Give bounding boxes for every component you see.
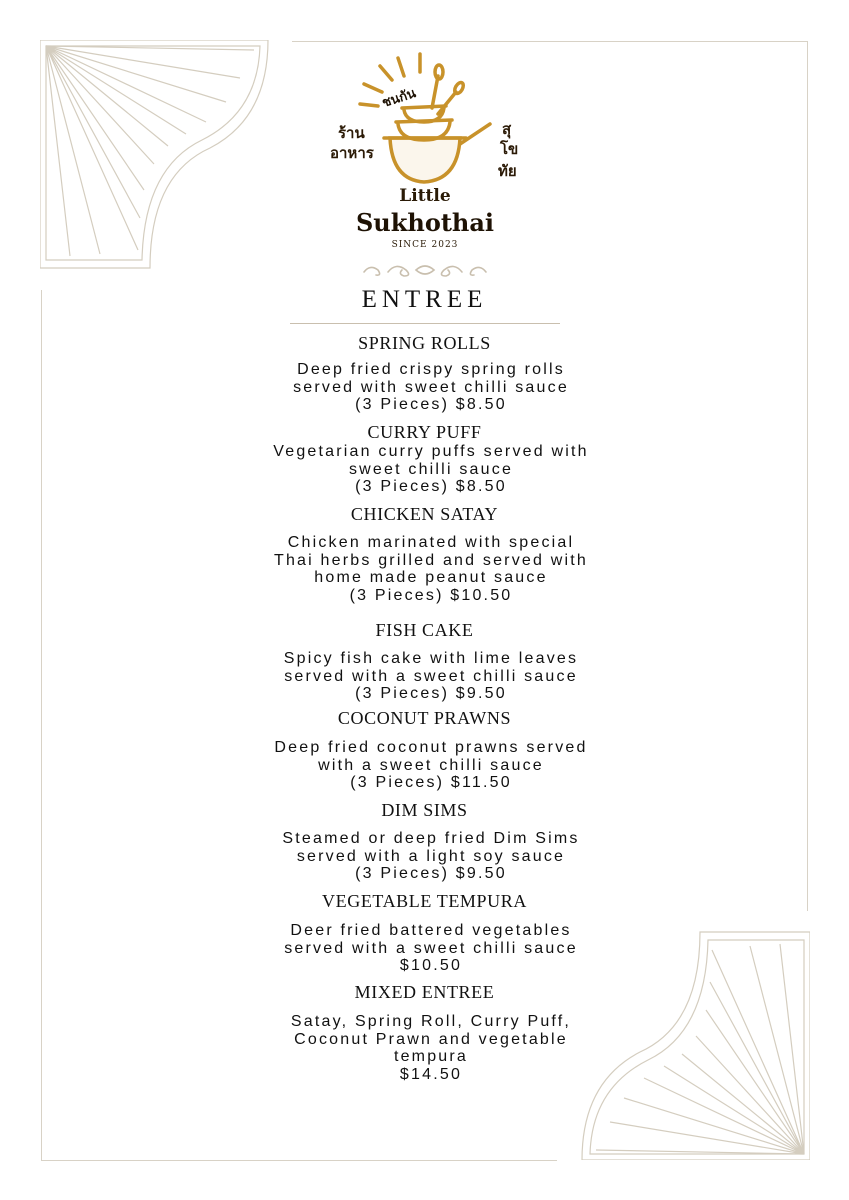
menu-item-name: FISH CAKE <box>375 620 474 640</box>
logo-thai-right-line-1: สุ <box>502 120 512 138</box>
menu-item-name: CHICKEN SATAY <box>350 504 499 524</box>
logo-main-text: Sukhothai <box>355 208 495 237</box>
menu-item-description: Spicy fish cake with lime leaves served with a sweet chilli sauce (3 Pieces) $9.50 <box>283 650 579 702</box>
menu-item-description: Deep fried crispy spring rolls served with sweet chilli sauce (3 Pieces) $8.50 <box>293 361 569 413</box>
logo-small-text: Little <box>399 186 451 206</box>
logo-thai-left-line-1: ร้าน <box>338 124 365 142</box>
menu-item-name: VEGETABLE TEMPURA <box>322 891 527 911</box>
section-divider <box>290 323 560 324</box>
logo-since-text: SINCE 2023 <box>391 240 459 250</box>
frame-bottom-line <box>41 1160 557 1161</box>
corner-fan-ornament-top-left <box>40 40 280 280</box>
menu-item-description: Chicken marinated with special Thai herbs grilled and served with home made peanut sauce (3 Pieces) $10.50 <box>273 534 589 604</box>
frame-top-line <box>292 41 808 42</box>
restaurant-logo <box>320 52 530 282</box>
logo-thai-right-line-3: ทัย <box>498 162 517 180</box>
menu-item-name: CURRY PUFF <box>367 422 482 442</box>
menu-item-description: Deep fried coconut prawns served with a sweet chilli sauce (3 Pieces) $11.50 <box>274 739 588 791</box>
menu-item-name: MIXED ENTREE <box>354 982 495 1002</box>
menu-item-description: Steamed or deep fried Dim Sims served with a light soy sauce (3 Pieces) $9.50 <box>282 830 580 882</box>
menu-item-name: SPRING ROLLS <box>358 333 491 353</box>
menu-item-description: Satay, Spring Roll, Curry Puff, Coconut Prawn and vegetable tempura $14.50 <box>290 1013 572 1083</box>
logo-thai-left-line-2: อาหาร <box>330 144 374 162</box>
section-title: ENTREE <box>361 286 488 313</box>
menu-item-name: COCONUT PRAWNS <box>337 708 512 728</box>
scroll-flourish-ornament <box>360 260 490 280</box>
menu-item-description: Vegetarian curry puffs served with sweet chilli sauce (3 Pieces) $8.50 <box>273 443 589 495</box>
logo-thai-right-line-2: โข <box>500 140 519 158</box>
logo-thai-bubble-text: ชนกัน <box>380 86 418 111</box>
menu-item-name: DIM SIMS <box>381 800 468 820</box>
menu-item-description: Deer fried battered vegetables served with a sweet chilli sauce $10.50 <box>284 922 578 974</box>
